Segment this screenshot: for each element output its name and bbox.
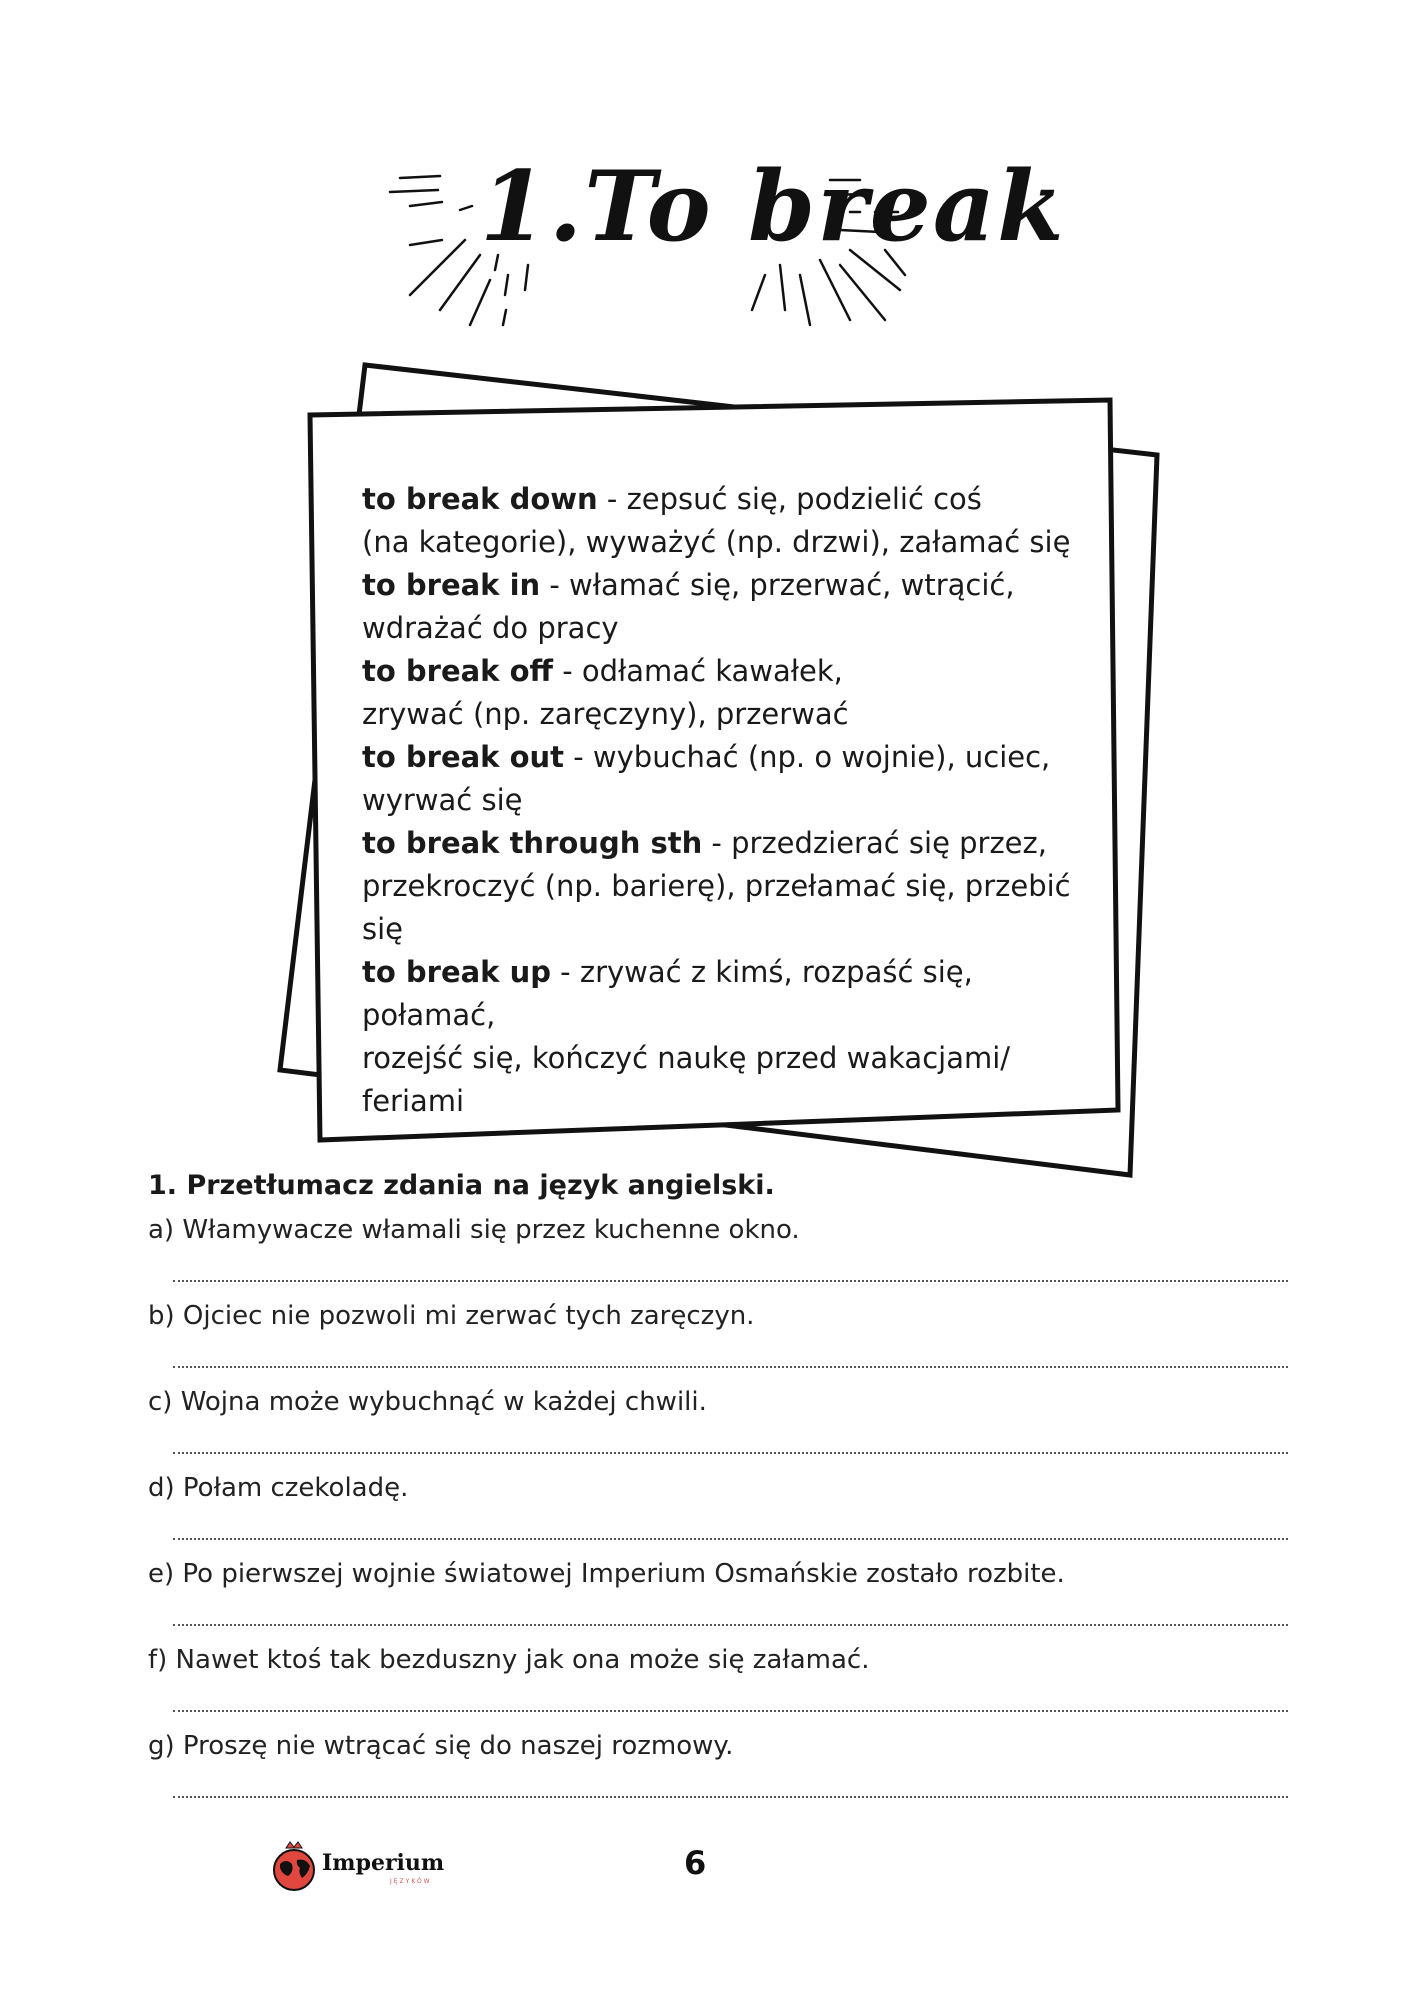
exercise-sentence: b) Ojciec nie pozwoli mi zerwać tych zaręczyn.	[148, 1301, 755, 1331]
exercise-sentence: g) Proszę nie wtrącać się do naszej rozmowy.	[148, 1731, 734, 1761]
definition-line: wdrażać do pracy	[362, 611, 619, 645]
definition-line: przekroczyć (np. barierę), przełamać się, przebić się	[362, 869, 1071, 946]
definition-line: to break in - włamać się, przerwać, wtrącić,	[362, 568, 1015, 602]
definition-line: rozejść się, kończyć naukę przed wakacjami/ feriami	[362, 1041, 1011, 1118]
logo-text: Imperium	[322, 1850, 445, 1876]
exercise-sentence: f) Nawet ktoś tak bezduszny jak ona może się załamać.	[148, 1645, 870, 1675]
definition-line: wyrwać się	[362, 783, 523, 817]
exercise-item	[148, 1640, 1288, 1726]
exercise-sentence: a) Włamywacze włamali się przez kuchenne okno.	[148, 1215, 800, 1245]
definitions-list	[362, 478, 1082, 1123]
answer-line[interactable]	[173, 1538, 1288, 1540]
exercise-item	[148, 1210, 1288, 1296]
exercise-item	[148, 1468, 1288, 1554]
definition-line: to break up - zrywać z kimś, rozpaść się, połamać,	[362, 955, 973, 1032]
title-area	[380, 150, 1066, 350]
exercise-item	[148, 1726, 1288, 1812]
answer-line[interactable]	[173, 1710, 1288, 1712]
answer-line[interactable]	[173, 1796, 1288, 1798]
exercise-sentence: d) Połam czekoladę.	[148, 1473, 409, 1503]
exercise-sentence: c) Wojna może wybuchnąć w każdej chwili.	[148, 1387, 707, 1417]
page-number: 6	[684, 1844, 707, 1882]
exercise-sentence: e) Po pierwszej wojnie światowej Imperium Osmańskie zostało rozbite.	[148, 1559, 1065, 1589]
exercise-item	[148, 1382, 1288, 1468]
answer-line[interactable]	[173, 1452, 1288, 1454]
definition-line: zrywać (np. zaręczyny), przerwać	[362, 697, 849, 731]
exercise-item	[148, 1296, 1288, 1382]
definition-line: to break off - odłamać kawałek,	[362, 654, 843, 688]
logo-subtext: JĘZYKÓW	[390, 1878, 432, 1885]
answer-line[interactable]	[173, 1280, 1288, 1282]
answer-line[interactable]	[173, 1366, 1288, 1368]
page-title: 1.To break	[480, 150, 1066, 263]
exercise-heading: 1. Przetłumacz zdania na język angielski.	[148, 1170, 775, 1201]
definition-line: to break down - zepsuć się, podzielić coś	[362, 482, 982, 516]
definition-line: to break out - wybuchać (np. o wojnie), uciec,	[362, 740, 1051, 774]
exercise-section	[148, 1166, 1288, 1812]
exercise-item	[148, 1554, 1288, 1640]
definition-line: (na kategorie), wyważyć (np. drzwi), załamać się	[362, 525, 1071, 559]
answer-line[interactable]	[173, 1624, 1288, 1626]
globe-icon	[270, 1838, 318, 1894]
definition-line: to break through sth - przedzierać się przez,	[362, 826, 1047, 860]
